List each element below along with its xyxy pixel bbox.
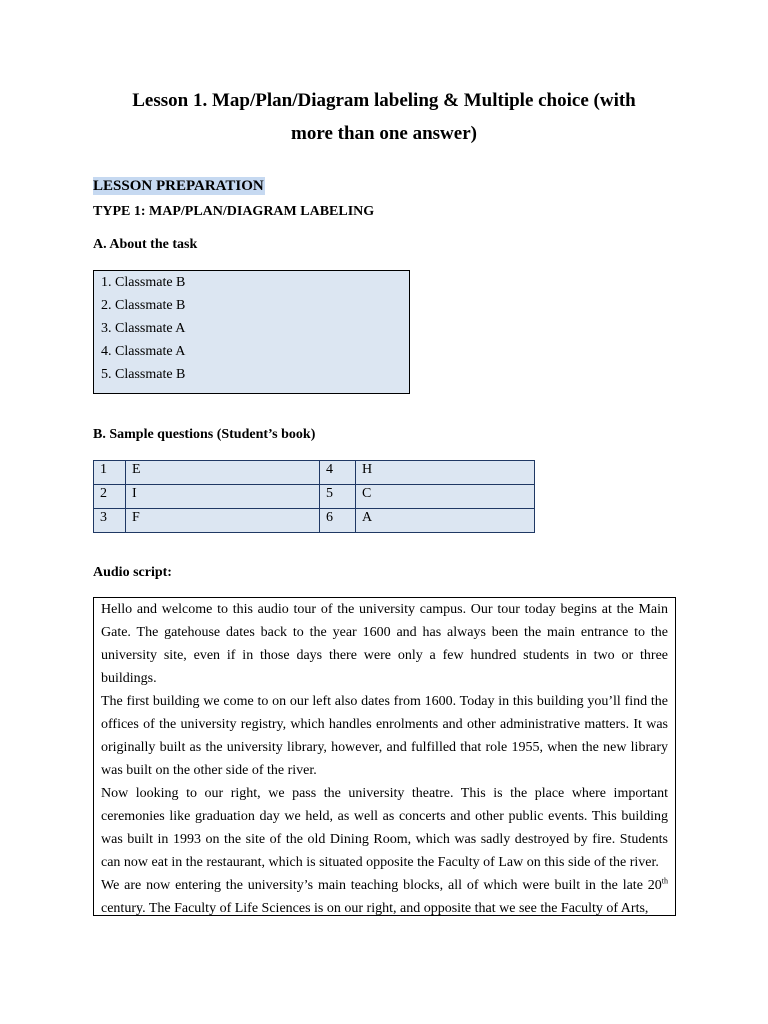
superscript: th [661,876,668,886]
script-text: century. The Faculty of Life Sciences is on our right, and opposite that we see the Faculty of Arts, [101,901,649,916]
script-paragraph: Now looking to our right, we pass the university theatre. This is the place where important ceremonies like graduation day we held, as well as concerts and other public events. This building was built in 1993 on the site of the old Dining Room, which was sadly destroyed by fire. Students can now eat in the restaurant, which is situated opposite the Faculty of Law on this side of the river. [101,786,668,870]
table-cell: 4 [320,461,356,485]
table-cell: 2 [94,485,126,509]
script-paragraph: Hello and welcome to this audio tour of the university campus. Our tour today begins at the Main Gate. The gatehouse dates back to the year 1600 and has always been the main entrance to the university site, even if in those days there were only a few hundred students in two or three buildings. [101,602,668,686]
script-text: We are now entering the university’s main teaching blocks, all of which were built in the late 20 [101,878,662,893]
page-title [60,84,708,150]
about-task-box [93,270,410,394]
table-cell: 6 [320,509,356,533]
type-heading: TYPE 1: MAP/PLAN/DIAGRAM LABELING [93,204,375,219]
audio-script-heading: Audio script: [93,565,172,580]
table-row [94,461,535,485]
table-cell: H [356,461,535,485]
title-line-1: Lesson 1. Map/Plan/Diagram labeling & Multiple choice (with [132,90,636,111]
table-row [94,485,535,509]
table-cell: E [126,461,320,485]
title-line-2: more than one answer) [291,123,477,144]
table-cell: F [126,509,320,533]
about-task-heading: A. About the task [93,237,198,252]
sample-questions-heading: B. Sample questions (Student’s book) [93,427,316,442]
section-heading: LESSON PREPARATION [93,178,264,194]
table-cell: 5 [320,485,356,509]
table-cell: A [356,509,535,533]
table-cell: C [356,485,535,509]
answers-table [93,460,535,533]
audio-script-box [93,597,676,916]
script-paragraph: The first building we come to on our left also dates from 1600. Today in this building you’ll find the offices of the university registry, which handles enrolments and other administrative matters. It was originally built as the university library, however, and fulfilled that role 1955, when the new library was built on the other side of the river. [101,694,668,778]
list-item: 2. Classmate B [101,298,186,313]
script-paragraph-last [101,874,668,916]
table-cell: I [126,485,320,509]
table-cell: 3 [94,509,126,533]
table-row [94,509,535,533]
list-item: 4. Classmate A [101,344,186,359]
list-item: 1. Classmate B [101,275,186,290]
list-item: 5. Classmate B [101,367,186,382]
list-item: 3. Classmate A [101,321,186,336]
table-cell: 1 [94,461,126,485]
